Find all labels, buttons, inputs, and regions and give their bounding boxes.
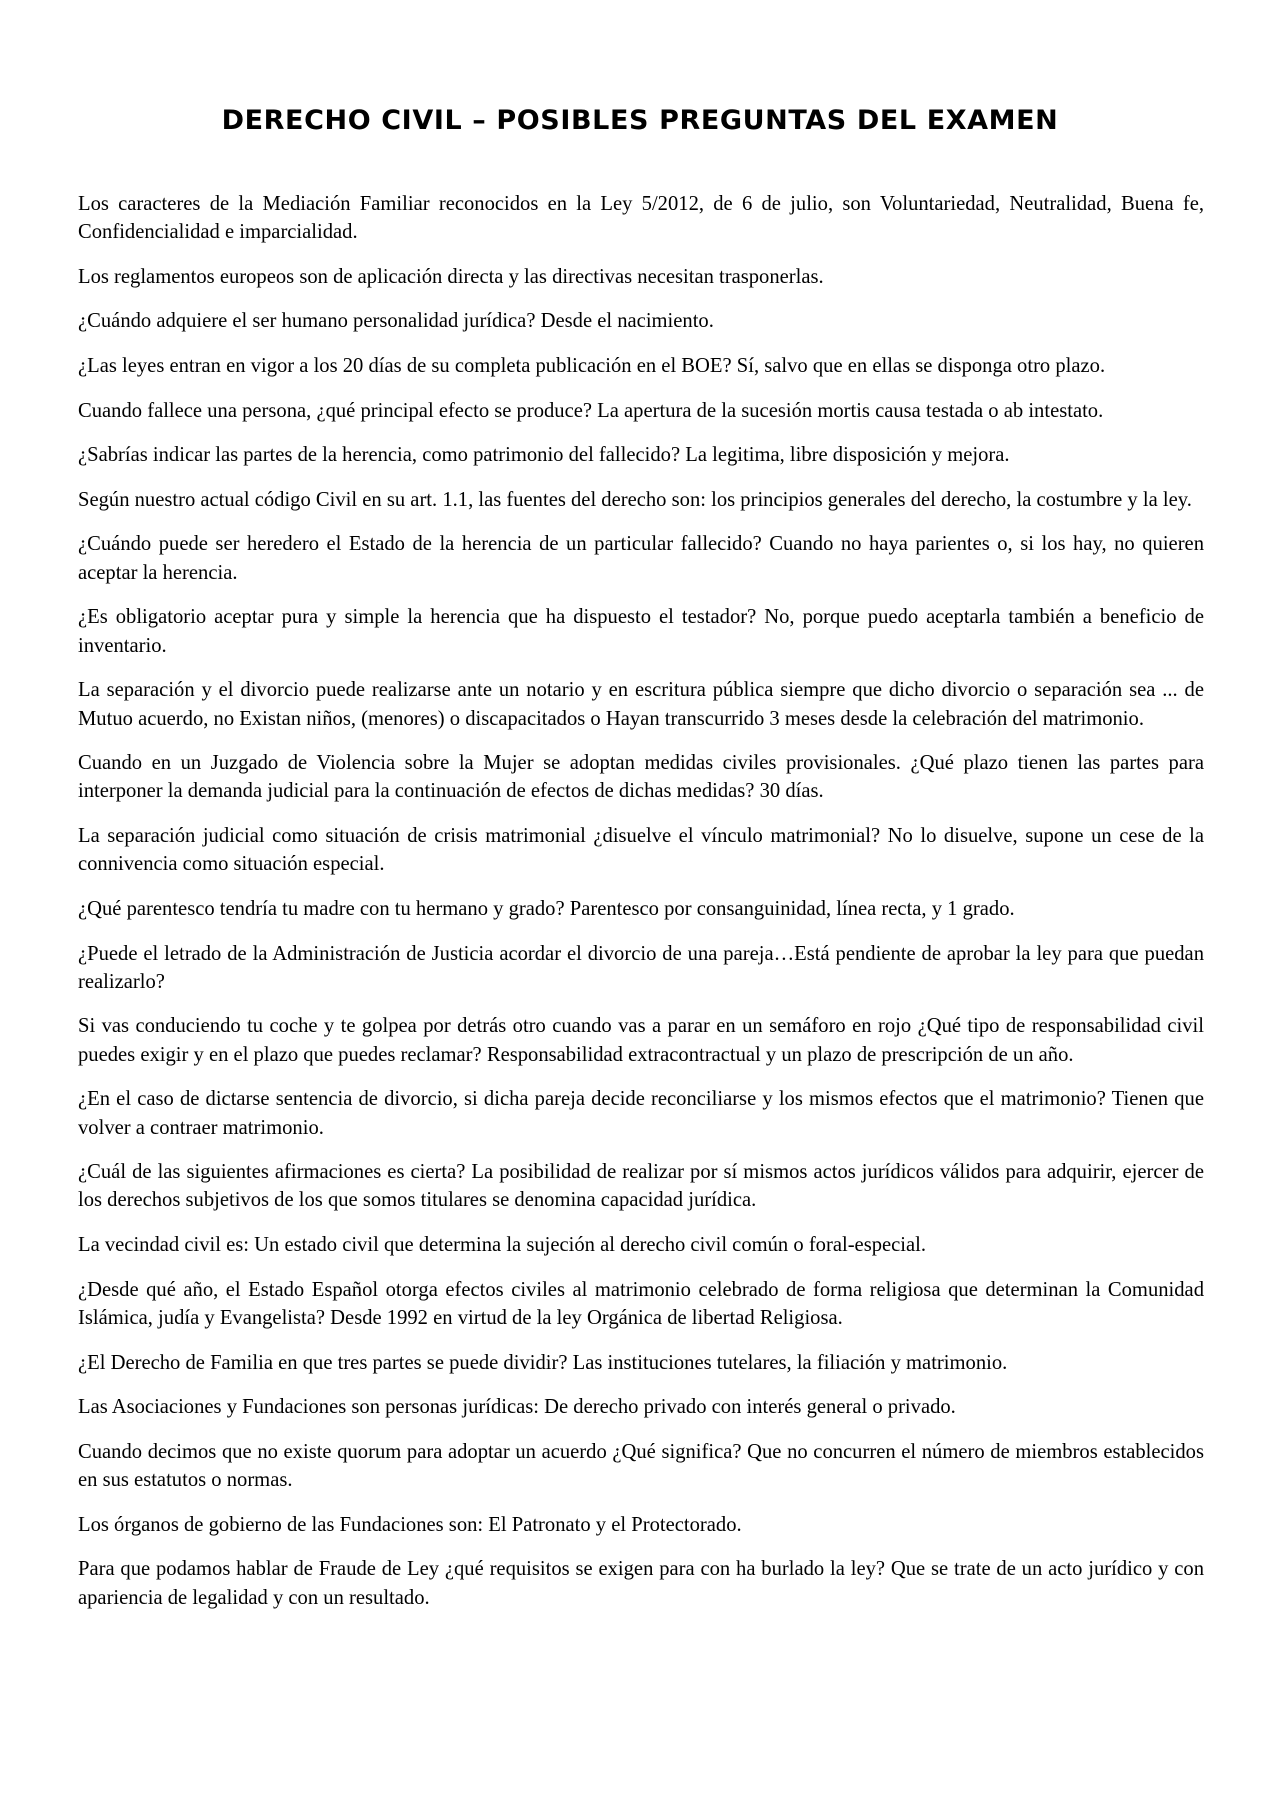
paragraph-6: ¿Sabrías indicar las partes de la herencia, como patrimonio del fallecido? La legitima, libre disposición y mejora. xyxy=(78,444,1010,467)
paragraph-3: ¿Cuándo adquiere el ser humano personalidad jurídica? Desde el nacimiento. xyxy=(78,310,714,333)
paragraph-15: Si vas conduciendo tu coche y te golpea por detrás otro cuando vas a parar en un semáforo en rojo ¿Qué tipo de responsabilidad civil puedes exigir y en el plazo que puedes reclamar? Responsabilidad extracontractual y un plazo de prescripción de un año. xyxy=(78,1015,1204,1066)
paragraph-7: Según nuestro actual código Civil en su art. 1.1, las fuentes del derecho son: los principios generales del derecho, la costumbre y la ley. xyxy=(78,488,1192,511)
paragraph-11: Cuando en un Juzgado de Violencia sobre la Mujer se adoptan medidas civiles provisionales. ¿Qué plazo tienen las partes para interponer la demanda judicial para la continuación de efectos de dichas medidas? 30 días. xyxy=(78,752,1204,803)
paragraph-1: Los caracteres de la Mediación Familiar reconocidos en la Ley 5/2012, de 6 de julio, son Voluntariedad, Neutralidad, Buena fe, Confidencialidad e imparcialidad. xyxy=(78,193,1204,244)
paragraph-10: La separación y el divorcio puede realizarse ante un notario y en escritura pública siempre que dicho divorcio o separación sea ... de Mutuo acuerdo, no Existan niños, (menores) o discapacitados o Hayan transcurrido 3 meses desde la celebración del matrimonio. xyxy=(78,679,1204,730)
paragraph-9: ¿Es obligatorio aceptar pura y simple la herencia que ha dispuesto el testador? No, porque puedo aceptarla también a beneficio de inventario. xyxy=(78,606,1204,657)
paragraph-22: Cuando decimos que no existe quorum para adoptar un acuerdo ¿Qué significa? Que no concurren el número de miembros establecidos en sus estatutos o normas. xyxy=(78,1440,1204,1492)
paragraph-4: ¿Las leyes entran en vigor a los 20 días de su completa publicación en el BOE? Sí, salvo que en ellas se disponga otro plazo. xyxy=(78,355,1106,378)
paragraph-18: La vecindad civil es: Un estado civil que determina la sujeción al derecho civil común o foral-especial. xyxy=(78,1234,927,1257)
paragraph-20: ¿El Derecho de Familia en que tres partes se puede dividir? Las instituciones tutelares, la filiación y matrimonio. xyxy=(78,1351,1008,1374)
paragraph-12: La separación judicial como situación de crisis matrimonial ¿disuelve el vínculo matrimonial? No lo disuelve, supone un cese de la connivencia como situación especial. xyxy=(78,825,1204,876)
paragraph-14: ¿Puede el letrado de la Administración de Justicia acordar el divorcio de una pareja…Está pendiente de aprobar la ley para que puedan realizarlo? xyxy=(78,942,1204,993)
paragraph-5: Cuando fallece una persona, ¿qué principal efecto se produce? La apertura de la sucesión mortis causa testada o ab intestato. xyxy=(78,399,1104,422)
paragraph-23: Los órganos de gobierno de las Fundaciones son: El Patronato y el Protectorado. xyxy=(78,1513,742,1536)
paragraph-24: Para que podamos hablar de Fraude de Ley ¿qué requisitos se exigen para con ha burlado la ley? Que se trate de un acto jurídico y con apariencia de legalidad y con un resultado. xyxy=(78,1558,1204,1609)
paragraph-2: Los reglamentos europeos son de aplicación directa y las directivas necesitan trasponerlas. xyxy=(78,265,824,288)
paragraph-17: ¿Cuál de las siguientes afirmaciones es cierta? La posibilidad de realizar por sí mismos actos jurídicos válidos para adquirir, ejercer de los derechos subjetivos de los que somos titulares se denomina capacidad jurídica. xyxy=(78,1161,1204,1212)
paragraph-21: Las Asociaciones y Fundaciones son personas jurídicas: De derecho privado con interés general o privado. xyxy=(78,1396,956,1419)
paragraph-16: ¿En el caso de dictarse sentencia de divorcio, si dicha pareja decide reconciliarse y los mismos efectos que el matrimonio? Tienen que volver a contraer matrimonio. xyxy=(78,1088,1204,1139)
page-title: DERECHO CIVIL – POSIBLES PREGUNTAS DEL EXAMEN xyxy=(221,105,1059,136)
paragraph-13: ¿Qué parentesco tendría tu madre con tu hermano y grado? Parentesco por consanguinidad, línea recta, y 1 grado. xyxy=(78,897,1015,920)
document-body xyxy=(78,190,1204,1628)
paragraph-8: ¿Cuándo puede ser heredero el Estado de la herencia de un particular fallecido? Cuando no haya parientes o, si los hay, no quieren aceptar la herencia. xyxy=(78,533,1204,584)
paragraph-19: ¿Desde qué año, el Estado Español otorga efectos civiles al matrimonio celebrado de forma religiosa que determinan la Comunidad Islámica, judía y Evangelista? Desde 1992 en virtud de la ley Orgánica de libertad Religiosa. xyxy=(78,1278,1204,1329)
